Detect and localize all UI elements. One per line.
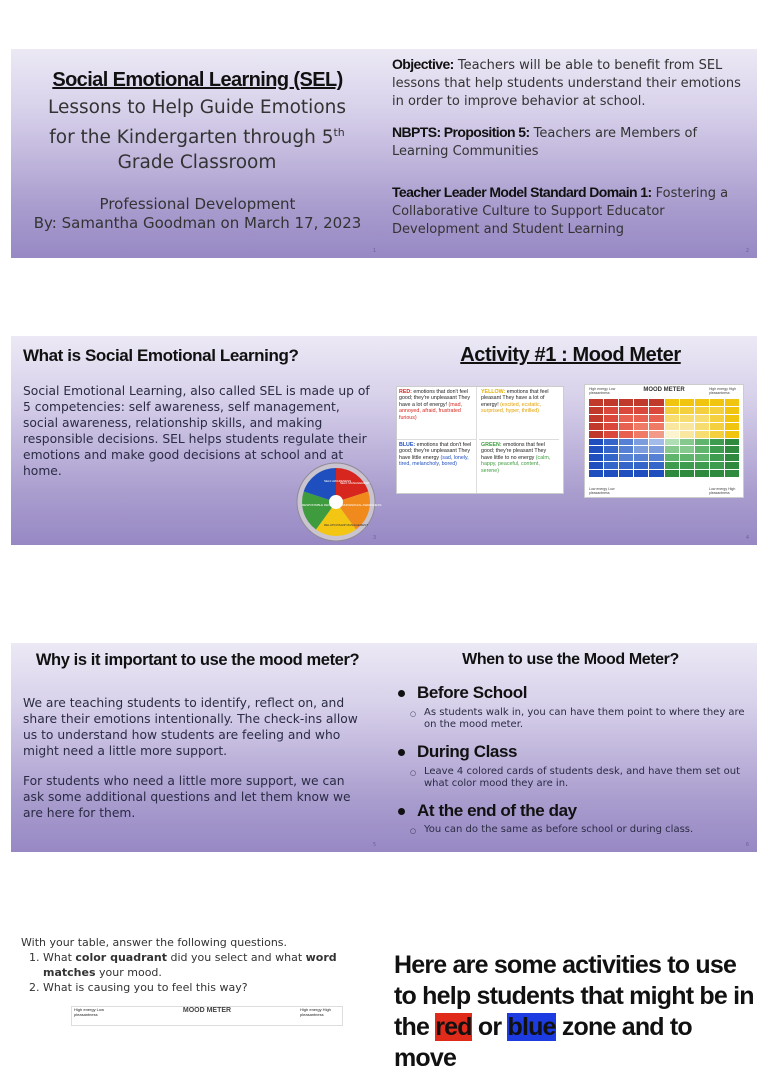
meter-cell <box>725 470 739 477</box>
meter-bl-label: Low energy Low pleasantness <box>589 487 615 495</box>
meter-cell <box>665 415 679 422</box>
objective-block <box>392 55 747 111</box>
when-detail: ○ You can do the same as before school or during class. <box>424 824 749 836</box>
preview-tr-label: High energy High pleasantness <box>300 1007 331 1017</box>
bullet-icon <box>398 690 405 697</box>
slide-objectives <box>384 49 757 258</box>
tlm-text: Fostering a Collaborative Culture to Support Educator Development and Student Learning <box>392 186 729 237</box>
q1-bold: color quadrant <box>75 951 168 964</box>
meter-cell <box>710 446 724 453</box>
objective-label: Objective: <box>392 56 454 72</box>
sel-definition: Social Emotional Learning, also called SEL is made up of 5 competencies: self awareness, self management, social awareness, relationship skills, and making responsible decisions. SEL helps students regulate their emotions and make good decisions at school and at home. <box>23 384 370 478</box>
meter-cell <box>634 399 648 406</box>
green-label: GREEN: <box>481 442 502 448</box>
meter-cell <box>619 454 633 461</box>
meter-cell <box>619 407 633 414</box>
quadrant-legend <box>396 386 564 494</box>
meter-cell <box>665 423 679 430</box>
meter-cell <box>710 439 724 446</box>
meter-br-label: Low energy High pleasantness <box>709 487 736 495</box>
meter-cell <box>589 431 603 438</box>
mood-meter-grid <box>584 384 744 498</box>
meter-cell <box>589 399 603 406</box>
meter-cell <box>710 399 724 406</box>
question-2: 2. What is causing you to feel this way? <box>43 980 363 995</box>
meter-cell <box>649 470 663 477</box>
meter-tr-label: High energy High pleasantness <box>709 387 737 395</box>
meter-cell <box>619 415 633 422</box>
highlight-blue: blue <box>507 1013 556 1041</box>
objective-text: Teachers will be able to benefit from SEL lessons that help students understand their emotions in order to improve behavior at school. <box>392 58 741 109</box>
meter-cell <box>680 423 694 430</box>
meter-cell <box>634 423 648 430</box>
meter-cell <box>589 446 603 453</box>
meter-cell <box>680 415 694 422</box>
page-number: 3 <box>372 535 376 541</box>
slide-title-byline <box>11 195 384 233</box>
mood-meter-preview <box>71 1006 343 1026</box>
meter-cell <box>604 423 618 430</box>
sel-wheel-graphic <box>296 462 382 542</box>
meter-cell <box>695 462 709 469</box>
meter-cell <box>604 470 618 477</box>
meter-cell <box>604 439 618 446</box>
meter-cell <box>710 470 724 477</box>
meter-cell <box>604 407 618 414</box>
subtitle-sup: th <box>333 126 345 139</box>
when-detail: ○ As students walk in, you can have them point to where they are on the mood meter. <box>424 707 749 731</box>
meter-cell <box>619 462 633 469</box>
slide-table-questions <box>11 930 384 1024</box>
meter-cell <box>680 439 694 446</box>
meter-cell <box>589 415 603 422</box>
meter-cell <box>604 399 618 406</box>
nbpts-text: Teachers are Members of Learning Communities <box>392 126 698 159</box>
page-number: 4 <box>745 535 749 541</box>
meter-cell <box>695 399 709 406</box>
red-text: emotions that don't feel good; they're unpleasant They have a lot of energy! <box>399 389 471 408</box>
meter-cell <box>665 470 679 477</box>
meter-cell <box>725 407 739 414</box>
slide-when-to-use <box>384 643 757 852</box>
meter-cell <box>619 399 633 406</box>
slide-why-important <box>11 643 384 852</box>
meter-cell <box>604 462 618 469</box>
meter-cell <box>649 454 663 461</box>
slide-what-is-sel <box>11 336 384 545</box>
green-text: emotions that feel good; they're pleasant They have little to no energy <box>481 442 547 461</box>
meter-cell <box>665 446 679 453</box>
slide-heading: Activity #1 : Mood Meter <box>460 344 681 366</box>
meter-cell <box>665 431 679 438</box>
meter-cells <box>589 399 739 477</box>
when-detail: ○ Leave 4 colored cards of students desk, and have them set out what color mood they are in. <box>424 766 749 790</box>
meter-cell <box>589 439 603 446</box>
meter-cell <box>634 439 648 446</box>
meter-cell <box>665 454 679 461</box>
highlight-red: red <box>435 1013 472 1041</box>
preview-tl-label: High energy Low pleasantness <box>74 1007 105 1017</box>
meter-cell <box>649 462 663 469</box>
meter-cell <box>665 439 679 446</box>
blue-label: BLUE: <box>399 442 416 448</box>
meter-cell <box>680 470 694 477</box>
meter-cell <box>695 407 709 414</box>
activities-heading <box>394 950 754 1074</box>
meter-cell <box>710 407 724 414</box>
question-1 <box>43 950 363 980</box>
meter-cell <box>619 431 633 438</box>
meter-cell <box>725 454 739 461</box>
meter-cell <box>710 415 724 422</box>
meter-cell <box>710 423 724 430</box>
slide-mood-meter <box>384 336 757 545</box>
byline-line-1: Professional Development <box>99 195 296 213</box>
preview-title: MOOD METER <box>182 1007 232 1014</box>
wheel-label-self-awareness: SELF AWARENESS <box>324 479 352 483</box>
tlm-label: Teacher Leader Model Standard Domain 1: <box>392 184 652 200</box>
meter-cell <box>710 431 724 438</box>
slide-heading: What is Social Emotional Learning? <box>23 346 299 365</box>
blue-text: emotions that don't feel good; they're unpleasant They have little energy <box>399 442 472 461</box>
why-paragraph-2: For students who need a little more support, we can ask some additional questions and let them know we are here for them. <box>23 774 351 820</box>
legend-yellow <box>479 387 559 440</box>
nbpts-block <box>392 123 747 161</box>
meter-cell <box>604 454 618 461</box>
subtitle-line-1: Lessons to Help Guide Emotions <box>47 97 347 118</box>
slide-activities <box>384 930 757 1072</box>
meter-cell <box>710 462 724 469</box>
meter-cell <box>634 446 648 453</box>
meter-cell <box>589 470 603 477</box>
meter-cell <box>725 462 739 469</box>
meter-cell <box>649 439 663 446</box>
questions-list <box>21 950 363 995</box>
bullet-icon <box>398 749 405 756</box>
q1-bold: word matches <box>43 951 337 979</box>
meter-cell <box>725 423 739 430</box>
meter-cell <box>665 462 679 469</box>
meter-cell <box>695 470 709 477</box>
meter-cell <box>649 407 663 414</box>
slide-title-heading: Social Emotional Learning (SEL) <box>52 69 343 91</box>
meter-cell <box>589 454 603 461</box>
meter-cell <box>695 431 709 438</box>
legend-red <box>397 387 477 440</box>
red-examples: (mad, annoyed, afraid, frustrated furious) <box>399 401 463 421</box>
wheel-label-decisions: RESPONSIBLE DECISION MAKING <box>302 503 352 507</box>
meter-cell <box>680 454 694 461</box>
legend-blue <box>397 440 477 493</box>
wheel-label-relationship: RELATIONSHIP MANAGEMENT <box>324 523 369 527</box>
q1-part: did you select and what <box>167 951 306 964</box>
meter-cell <box>649 415 663 422</box>
wheel-label-social-awareness: SOCIAL AWARENESS <box>351 503 382 507</box>
meter-cell <box>619 423 633 430</box>
meter-cell <box>649 399 663 406</box>
slide-title-subtitle <box>27 95 367 175</box>
yellow-label: YELLOW: <box>481 389 506 395</box>
legend-green <box>479 440 559 493</box>
meter-cell <box>680 462 694 469</box>
meter-cell <box>604 415 618 422</box>
wheel-label-self-management: SELF MANAGEMENT <box>340 481 370 485</box>
when-item-end-of-day <box>398 801 577 821</box>
page-number: 2 <box>745 248 749 254</box>
meter-cell <box>619 439 633 446</box>
meter-tl-label: High energy Low pleasantness <box>589 387 616 395</box>
why-paragraph-1: We are teaching students to identify, reflect on, and share their emotions intentionally. The check-ins allow us to understand how students are feeling and who might need a little more support. <box>23 696 358 758</box>
questions-intro: With your table, answer the following questions. <box>21 936 288 949</box>
meter-cell <box>649 431 663 438</box>
q1-part: What <box>43 951 76 964</box>
meter-cell <box>695 454 709 461</box>
meter-cell <box>604 431 618 438</box>
page-number: 5 <box>372 842 376 848</box>
meter-cell <box>680 407 694 414</box>
meter-cell <box>589 462 603 469</box>
meter-cell <box>649 446 663 453</box>
bullet-icon <box>398 808 405 815</box>
meter-cell <box>634 470 648 477</box>
meter-cell <box>665 407 679 414</box>
meter-cell <box>634 407 648 414</box>
meter-cell <box>649 423 663 430</box>
slide-heading: Why is it important to use the mood meter? <box>35 651 360 669</box>
yellow-text: emotions that feel pleasant They have a lot of energy! <box>481 389 549 408</box>
activities-text: or <box>471 1013 508 1041</box>
meter-title: MOOD METER <box>643 387 685 393</box>
red-label: RED: <box>399 389 412 395</box>
blue-examples: (sad, lonely, tired, melancholy, bored) <box>399 454 469 468</box>
meter-cell <box>619 446 633 453</box>
meter-cell <box>634 454 648 461</box>
meter-cell <box>695 423 709 430</box>
meter-cell <box>725 399 739 406</box>
when-item-before-school <box>398 683 527 703</box>
slide-heading: When to use the Mood Meter? <box>462 651 679 668</box>
meter-cell <box>680 399 694 406</box>
when-heading: Before School <box>417 683 528 702</box>
meter-cell <box>680 446 694 453</box>
meter-cell <box>634 431 648 438</box>
meter-cell <box>695 415 709 422</box>
subtitle-line-3: Grade Classroom <box>117 152 277 174</box>
activities-text: Here are some activities to use to help students that might be in the <box>394 951 754 1041</box>
meter-cell <box>725 446 739 453</box>
meter-cell <box>665 399 679 406</box>
page-number: 6 <box>745 842 749 848</box>
meter-cell <box>634 415 648 422</box>
meter-cell <box>725 415 739 422</box>
meter-cell <box>619 470 633 477</box>
activities-text: zone and to move <box>394 1013 692 1072</box>
meter-cell <box>634 462 648 469</box>
page-number: 1 <box>372 248 376 254</box>
when-item-during-class <box>398 742 517 762</box>
meter-cell <box>695 439 709 446</box>
meter-cell <box>710 454 724 461</box>
tlm-block <box>392 183 747 239</box>
meter-cell <box>589 423 603 430</box>
meter-cell <box>695 446 709 453</box>
meter-cell <box>604 446 618 453</box>
meter-cell <box>589 407 603 414</box>
yellow-examples: (excited, ecstatic, surprised, hyper, thrilled) <box>481 401 542 415</box>
when-heading: During Class <box>417 742 518 761</box>
slide-title <box>11 49 384 258</box>
meter-cell <box>680 431 694 438</box>
meter-cell <box>725 439 739 446</box>
byline-line-2: By: Samantha Goodman on March 17, 2023 <box>33 214 362 232</box>
q1-part: your mood. <box>95 966 162 979</box>
nbpts-label: NBPTS: Proposition 5: <box>392 124 530 140</box>
green-examples: (calm, happy, peaceful, content, serene) <box>481 454 551 474</box>
when-heading: At the end of the day <box>417 801 577 820</box>
meter-cell <box>725 431 739 438</box>
subtitle-line-2: for the Kindergarten through 5 <box>49 127 334 149</box>
